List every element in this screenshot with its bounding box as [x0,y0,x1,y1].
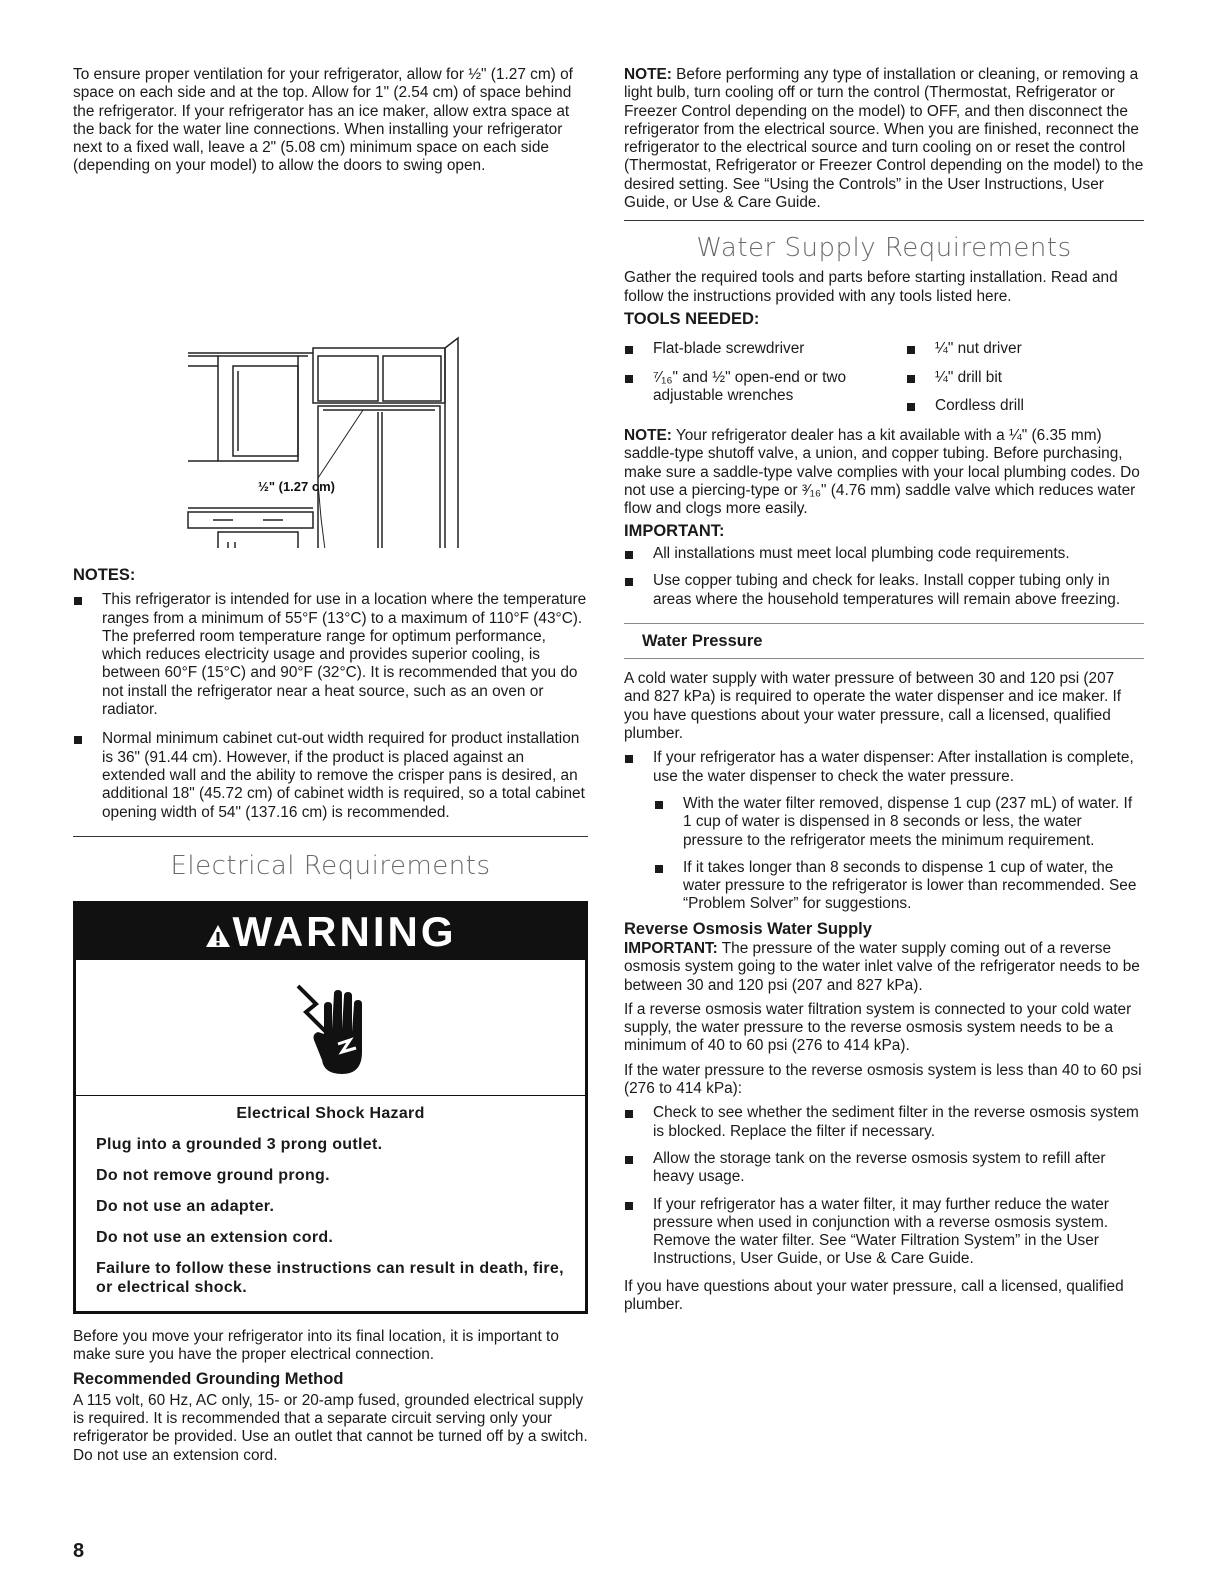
notes-heading: NOTES: [73,566,136,584]
page-number: 8 [73,1540,85,1562]
gather-tools-text: Gather the required tools and parts before starting installation. Read and follow the instructions provided with any tools listed here. [624,269,1118,305]
dispenser-sub-item: With the water filter removed, dispense 1 cup (237 mL) of water. If 1 cup of water is dispensed in 8 seconds or less, the water pressure to the refrigerator meets the minimum requirement. [654,795,1144,850]
note-text: Before performing any type of installation or cleaning, or removing a light bulb, turn cooling off or turn the control (Thermostat, Refrigerator or Freezer Control depending on the model) to OFF, and then disconnect the refrigerator from the electrical source. When you are finished, reconnect the refrigerator to the electrical source and turn cooling on or reset the control (Thermostat, Refrigerator or Freezer Control depending on the model) to the desired setting. See “Using the Controls” in the User Instructions, User Guide, or Use & Care Guide. [624,66,1144,212]
warning-box [73,901,588,1314]
reverse-osmosis-heading: Reverse Osmosis Water Supply [624,919,872,938]
tool-item: ¼" nut driver [906,340,1144,358]
section-divider [624,658,1144,659]
ro-item: Check to see whether the sediment filter in the reverse osmosis system is blocked. Replace the filter if necessary. [624,1104,1144,1141]
ro-paragraph: If the water pressure to the reverse osmosis system is less than 40 to 60 psi (276 to 414 kPa): [624,1061,1142,1098]
left-column [73,66,588,548]
warning-line: Plug into a grounded 3 prong outlet. [96,1135,383,1153]
before-move-text: Before you move your refrigerator into its final location, it is important to make sure you have the proper electrical connection. [73,1327,559,1364]
tools-column-2 [906,340,1144,425]
warning-label: WARNING [232,907,457,955]
ro-item: Allow the storage tank on the reverse osmosis system to refill after heavy usage. [624,1150,1144,1187]
ro-important-text [624,940,1144,995]
important-item: All installations must meet local plumbing code requirements. [624,545,1144,563]
right-column [624,66,1144,1314]
refrigerator-clearance-diagram [73,188,588,548]
ro-important-label: IMPORTANT: [624,939,718,957]
section-divider [73,836,588,837]
tool-item: Flat-blade screwdriver [624,340,906,358]
important-heading: IMPORTANT: [624,521,725,540]
note-item: Normal minimum cabinet cut-out width required for product installation is 36" (91.44 cm). However, if the product is placed against an extended wall and the ability to remove the crisper pans is desired, an additional 18" (45.72 cm) of cabinet width is required, so a total cabinet opening width of 54" (137.16 cm) is recommended. [73,730,588,821]
tools-list [624,340,1144,425]
dispenser-item: If your refrigerator has a water dispenser: After installation is complete, use the water dispenser to check the water pressure. [624,749,1144,786]
shock-hazard-symbol [76,960,585,1096]
half-inch-clearance-label: ½" (1.27 cm) [258,478,335,494]
warning-line: Do not use an adapter. [96,1197,275,1215]
water-pressure-heading: Water Pressure [642,631,763,650]
ro-item: If your refrigerator has a water filter, it may further reduce the water pressure when used in conjunction with a reverse osmosis system. Remove the water filter. See “Water Filtration System” in the User Instructions, User Guide, or Use & Care Guide. [624,1196,1144,1269]
note-label: NOTE: [624,427,672,445]
warning-line: Do not remove ground prong. [96,1166,330,1184]
tools-column-1 [624,340,906,425]
warning-line: Failure to follow these instructions can result in death, fire, or electrical shock. [96,1259,564,1296]
water-pressure-text: A cold water supply with water pressure of between 30 and 120 psi (207 and 827 kPa) is required to operate the water dispenser and ice maker. If you have questions about your water pressure, call a licensed, qualified plumber. [624,670,1122,743]
electric-shock-icon [276,974,386,1084]
grounding-heading: Recommended Grounding Method [73,1370,344,1389]
warning-body [76,1096,585,1311]
tools-needed-heading: TOOLS NEEDED: [624,309,760,328]
ro-important-body: The pressure of the water supply coming out of a reverse osmosis system going to the water inlet valve of the refrigerator needs to be between 30 and 120 psi (207 and 827 kPa). [624,939,1140,994]
notes-section [73,566,588,1465]
note-label: NOTE: [624,66,672,83]
important-item: Use copper tubing and check for leaks. Install copper tubing only in areas where the household temperatures will remain above freezing. [624,572,1144,609]
water-supply-title: Water Supply Requirements [696,233,1072,264]
warning-triangle-icon [205,907,231,963]
section-divider [624,220,1144,221]
ventilation-intro: To ensure proper ventilation for your refrigerator, allow for ½" (1.27 cm) of space on each side and at the top. Allow for 1" (2.54 cm) of space behind the refrigerator. If your refrigerator has an ice maker, allow extra space at the back for the water line connections. When installing your refrigerator next to a fixed wall, leave a 2" (5.08 cm) minimum space on each side (depending on your model) to allow the doors to swing open. [73,66,573,175]
saddle-valve-note [624,427,1144,518]
ro-paragraph: If a reverse osmosis water filtration system is connected to your cold water supply, the water pressure to the reverse osmosis system needs to be a minimum of 40 to 60 psi (276 to 414 kPa). [624,1000,1132,1055]
warning-hazard-title: Electrical Shock Hazard [236,1104,425,1122]
grounding-text: A 115 volt, 60 Hz, AC only, 15- or 20-amp fused, grounded electrical supply is required. It is recommended that a separate circuit serving only your refrigerator be provided. Use an outlet that cannot be turned off by a switch. Do not use an extension cord. [73,1391,588,1464]
note-item: This refrigerator is intended for use in a location where the temperature ranges from a minimum of 55°F (13°C) to a maximum of 110°F (43°C). The preferred room temperature range for optimum performance, which reduces electricity usage and provides superior cooling, is between 60°F (15°C) and 90°F (32°C). It is recommended that you do not install the refrigerator near a heat source, such as an oven or radiator. [73,591,588,719]
note-text: Your refrigerator dealer has a kit available with a ¼" (6.35 mm) saddle-type shutoff valve, a union, and copper tubing. Before purchasing, make sure a saddle-type valve complies with your local plumbing codes. Do not use a piercing-type or ³⁄₁₆" (4.76 mm) saddle valve which reduces water flow and clogs more easily. [624,427,1140,518]
tool-item: ¼" drill bit [906,369,1144,387]
dispenser-sub-item: If it takes longer than 8 seconds to dispense 1 cup of water, the water pressure to the refrigerator is lower than recommended. See “Problem Solver” for suggestions. [654,859,1144,914]
warning-line: Do not use an extension cord. [96,1228,334,1246]
section-divider [624,623,1144,624]
tool-item: ⁷⁄₁₆" and ½" open-end or two adjustable wrenches [624,369,906,406]
installation-note [624,66,1144,212]
electrical-requirements-title: Electrical Requirements [170,850,491,881]
warning-header [76,904,585,960]
tool-item: Cordless drill [906,397,1144,415]
closing-text: If you have questions about your water pressure, call a licensed, qualified plumber. [624,1277,1124,1314]
